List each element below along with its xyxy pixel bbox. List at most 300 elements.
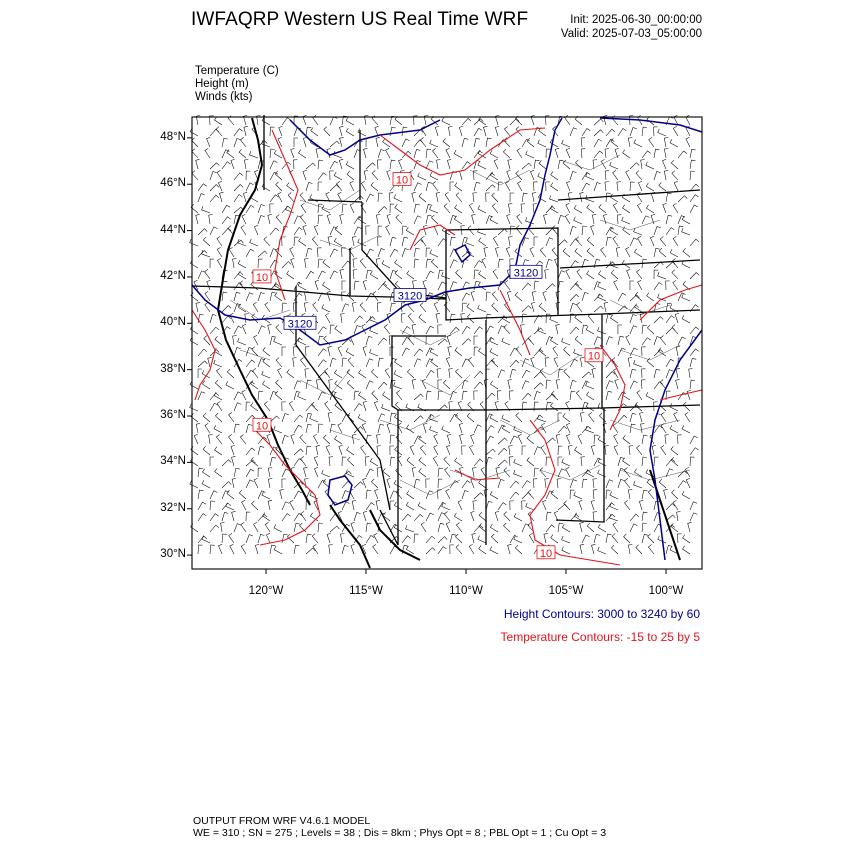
wind-barb (274, 426, 282, 433)
wind-barb (419, 468, 426, 477)
wind-barb (430, 140, 438, 147)
wind-barb (326, 445, 330, 455)
wind-barb (666, 328, 675, 334)
wind-barb (270, 336, 276, 345)
wind-barb (382, 404, 390, 411)
wind-barb (342, 457, 346, 466)
wind-barb (282, 347, 286, 356)
wind-barb (604, 302, 608, 312)
wind-barb (562, 140, 570, 147)
wind-barb (478, 348, 486, 356)
wind-barb (275, 171, 282, 180)
wind-barb (386, 225, 390, 235)
wind-barb (578, 434, 582, 444)
wind-barb (407, 457, 414, 466)
wind-barb (686, 137, 690, 147)
wind-barb (300, 215, 306, 225)
wind-barb (414, 514, 423, 521)
wind-barb (675, 313, 679, 323)
wind-barb (252, 501, 259, 510)
wind-barb (282, 118, 291, 125)
wind-barb (420, 138, 426, 148)
wind-barbs-layer (190, 115, 699, 554)
wind-barb (642, 369, 646, 378)
wind-barb (566, 401, 570, 411)
wind-barb (433, 181, 438, 191)
wind-barb (365, 457, 369, 466)
wind-barb (334, 172, 342, 180)
wind-barb (402, 536, 411, 543)
wind-barb (558, 240, 567, 246)
wind-barb (648, 490, 654, 500)
wind-barb (318, 480, 326, 488)
wind-barb (396, 215, 402, 224)
wind-barb (482, 258, 486, 268)
wind-barb (354, 482, 363, 488)
wind-barb (551, 172, 558, 181)
wind-barb (426, 161, 433, 169)
wind-barb (494, 159, 498, 169)
wind-barb (322, 305, 330, 313)
wind-barb (456, 369, 463, 378)
wind-barb (630, 163, 639, 169)
wind-barb (359, 392, 367, 400)
wind-barb (626, 335, 630, 345)
temperature-contour-label: 10 (539, 547, 553, 560)
wind-barb (613, 170, 618, 180)
wind-barb (436, 192, 440, 202)
wind-barb (217, 258, 222, 268)
wind-barb (207, 280, 211, 290)
wind-barb (518, 181, 523, 191)
wind-barb (676, 379, 680, 389)
wind-barb (253, 368, 258, 378)
wind-barb (426, 204, 432, 213)
wind-barb (450, 414, 458, 422)
wind-barb (282, 206, 291, 213)
wind-barb (402, 327, 410, 335)
wind-barb (434, 445, 438, 455)
wind-barb (282, 479, 286, 488)
wind-barb (611, 315, 619, 323)
wind-barb (347, 171, 354, 180)
wind-barb (294, 513, 302, 521)
wind-barb (258, 468, 262, 477)
wind-barb (478, 305, 486, 312)
wind-barb (210, 185, 219, 192)
wind-barb (492, 303, 498, 312)
wind-barb (246, 424, 252, 433)
wind-barb (438, 270, 444, 279)
wind-barb (575, 314, 582, 323)
wind-barb (270, 545, 276, 554)
wind-barb (671, 160, 678, 169)
wind-barb (366, 163, 375, 169)
wind-barb (562, 459, 570, 466)
wind-barb (363, 511, 367, 521)
wind-barb (264, 402, 270, 412)
wind-barb (190, 404, 198, 411)
wind-barb (504, 468, 510, 477)
wind-barb (582, 325, 587, 334)
wind-barb (628, 357, 632, 367)
wind-barb (567, 181, 571, 191)
wind-barb (576, 391, 582, 401)
wind-barb (654, 317, 663, 323)
wind-barb (358, 414, 366, 422)
wind-barb (192, 171, 198, 180)
wind-barb (454, 216, 462, 224)
wind-barb (234, 129, 243, 136)
wind-barb (446, 357, 450, 367)
wind-barb (330, 161, 338, 169)
wind-barb (407, 425, 415, 433)
wind-barb (270, 292, 276, 301)
wind-barb (198, 490, 203, 499)
wind-barb (314, 467, 318, 477)
wind-barb (638, 236, 642, 246)
wind-barb (414, 359, 421, 367)
wind-barb (539, 160, 546, 169)
valid-time: Valid: 2025-07-03_05:00:00 (560, 28, 702, 40)
wind-barb (229, 434, 235, 444)
wind-barb (342, 248, 346, 257)
temperature-contour-label: 10 (587, 350, 601, 363)
wind-barb (397, 390, 403, 400)
wind-barb (352, 302, 356, 312)
wind-barb (436, 313, 440, 323)
wind-barb (234, 139, 241, 148)
wind-barb (232, 478, 236, 488)
wind-barb (412, 379, 416, 389)
wind-barb (210, 195, 219, 202)
wind-barb (399, 159, 403, 169)
wind-barb (361, 181, 366, 191)
wind-barb (328, 236, 332, 246)
wind-barb (677, 534, 681, 543)
wind-barb (222, 205, 230, 213)
wind-barb (242, 214, 246, 224)
wind-barb (671, 523, 678, 532)
wind-barb (190, 128, 198, 136)
wind-barb (246, 469, 254, 477)
wind-barb (426, 259, 431, 268)
wind-barb (629, 446, 633, 455)
wind-barb (543, 500, 547, 510)
wind-barb (654, 127, 658, 136)
wind-barb (234, 272, 243, 279)
wind-barb (534, 281, 539, 290)
wind-barb (642, 151, 651, 158)
wind-barb (348, 358, 354, 367)
temperature-contour-label: 10 (255, 271, 269, 284)
wind-barb (522, 501, 526, 510)
wind-barb (214, 348, 222, 356)
wind-barb (287, 183, 294, 192)
wind-barb (552, 226, 558, 235)
wind-barb (492, 204, 498, 214)
wind-barb (215, 336, 222, 345)
wind-barb (445, 467, 450, 477)
wind-barb (221, 523, 225, 533)
wind-barb (293, 347, 297, 356)
wind-barb (634, 360, 642, 367)
wind-barb (202, 536, 210, 544)
wind-barb (291, 434, 295, 444)
wind-barb (434, 302, 438, 312)
wind-barb (479, 480, 486, 488)
wind-barb (244, 159, 248, 169)
wind-barb (690, 205, 698, 213)
wind-barb (342, 204, 347, 213)
wind-barb (270, 228, 279, 235)
wind-barb (318, 248, 322, 257)
wind-barb (469, 357, 475, 367)
wind-barb (410, 445, 414, 455)
wind-barb (322, 470, 330, 477)
wind-barb (270, 172, 278, 180)
wind-barb (437, 369, 441, 378)
wind-barb (360, 303, 366, 312)
wind-barb (262, 371, 270, 378)
wind-barb (509, 391, 513, 400)
wind-barb (634, 249, 642, 257)
wind-barb (491, 534, 498, 543)
wind-barb (528, 490, 534, 499)
lat-tick-label: 48°N (160, 130, 186, 143)
wind-barb (614, 280, 618, 290)
wind-barb (263, 347, 270, 356)
wind-barb (558, 457, 562, 466)
height-contour-label: 3120 (397, 290, 423, 303)
wind-barb (304, 302, 308, 312)
wind-barb (378, 424, 384, 433)
wind-barb (672, 490, 678, 499)
wind-barb (354, 217, 362, 225)
wind-barb (407, 271, 414, 280)
wind-barb (486, 193, 490, 202)
wind-barb (448, 126, 452, 136)
wind-barb (294, 138, 298, 147)
wind-barb (574, 217, 582, 224)
wind-barb (240, 435, 246, 445)
wind-barb (637, 390, 642, 400)
wind-barb (378, 193, 383, 202)
wind-barb (630, 238, 638, 246)
wind-barb (682, 228, 690, 235)
wind-barb (346, 161, 354, 169)
wind-barb (564, 369, 570, 378)
field-label-winds: Winds (kts) (195, 91, 253, 103)
wind-barb (605, 149, 609, 158)
wind-barb (241, 137, 247, 147)
wind-barb (490, 491, 498, 499)
wind-barb (327, 291, 331, 301)
wind-barb (543, 291, 547, 301)
wind-barb (678, 481, 686, 488)
wind-barb (570, 359, 578, 367)
wind-barb (486, 457, 492, 466)
wind-barb (666, 359, 674, 367)
wind-barb (278, 368, 282, 378)
wind-barb (289, 401, 294, 411)
wind-barb (354, 227, 362, 235)
wind-barb (605, 446, 609, 455)
wind-barb (239, 149, 246, 158)
wind-barb (394, 370, 402, 378)
wind-barb (661, 412, 666, 422)
wind-barb (402, 249, 409, 258)
wind-barb (510, 481, 519, 488)
wind-barb (638, 181, 642, 191)
wind-barb (606, 372, 615, 379)
wind-barb (378, 207, 387, 214)
wind-barb (591, 225, 595, 235)
wind-barb (676, 368, 680, 378)
wind-barb (438, 325, 442, 334)
wind-barb (688, 522, 692, 532)
wind-barb (335, 325, 342, 334)
wind-barb (202, 469, 210, 477)
wind-barb (234, 392, 242, 400)
wind-barb (586, 173, 594, 180)
wind-barb (539, 303, 546, 312)
wind-barb (347, 447, 354, 455)
wind-barb (246, 183, 254, 191)
wind-barb (205, 269, 210, 279)
wind-barb (215, 380, 222, 389)
wind-barb (246, 360, 255, 367)
lat-tick-label: 44°N (160, 223, 186, 236)
wind-barb (222, 217, 231, 224)
wind-barb (594, 130, 603, 136)
wind-barb (687, 390, 691, 400)
wind-barb (661, 423, 666, 433)
wind-barb (558, 215, 565, 224)
wind-barb (341, 534, 345, 544)
wind-barb (566, 269, 570, 279)
wind-barb (447, 335, 451, 345)
wind-barb (646, 205, 654, 213)
wind-barb (553, 346, 558, 356)
wind-barb (479, 271, 486, 279)
wind-barb (474, 425, 481, 433)
wind-barb (605, 182, 609, 191)
wind-barb (442, 503, 450, 510)
wind-barb (340, 214, 344, 224)
wind-barb (533, 479, 537, 488)
wind-barb (370, 271, 378, 279)
wind-barb (252, 347, 258, 356)
wind-barb (570, 480, 577, 488)
wind-barb (346, 117, 354, 125)
wind-barb (424, 225, 428, 235)
wind-barb (660, 336, 666, 346)
wind-barb (455, 205, 462, 213)
wind-barb (461, 314, 465, 324)
wind-barb (210, 163, 219, 169)
lon-tick-label: 115°W (349, 585, 383, 597)
wind-barb (318, 327, 327, 334)
wind-barb (630, 182, 635, 191)
wind-barb (222, 138, 228, 147)
wind-barb (414, 204, 420, 213)
wind-barb (244, 126, 248, 136)
wind-barb (540, 468, 546, 477)
init-time: Init: 2025-06-30_00:00:00 (570, 14, 702, 26)
wind-barb (684, 402, 691, 411)
wind-barb (690, 327, 699, 334)
wind-barb (510, 193, 514, 202)
wind-barb (198, 468, 203, 477)
wind-barb (642, 435, 648, 444)
wind-barb (545, 358, 549, 367)
wind-barb (270, 457, 276, 466)
wind-barb (341, 314, 345, 324)
wind-barb (654, 426, 663, 433)
wind-barb (642, 325, 647, 334)
wind-barb (448, 346, 452, 356)
wind-barb (677, 512, 681, 522)
wind-barb (241, 522, 246, 532)
wind-barb (234, 524, 241, 532)
wind-barb (474, 382, 483, 389)
wind-barb (366, 359, 373, 367)
wind-barb (522, 193, 527, 202)
wind-barb (328, 346, 332, 356)
wind-barb (558, 504, 568, 510)
wind-barb (242, 500, 246, 510)
wind-barb (642, 457, 647, 466)
wind-barb (565, 214, 570, 224)
wind-barb (654, 270, 658, 279)
wind-barb (215, 447, 223, 455)
wind-barb (306, 413, 312, 422)
wind-barb (518, 434, 522, 444)
wind-barb (514, 459, 522, 466)
wind-barb (426, 271, 434, 279)
wind-barb (426, 326, 434, 334)
wind-barb (351, 544, 355, 554)
wind-barb (551, 403, 559, 411)
wind-barb (390, 160, 395, 169)
wind-barb (274, 524, 282, 532)
wind-barb (628, 137, 632, 147)
wind-barb (594, 282, 601, 290)
wind-barb (522, 283, 531, 290)
wind-barb (268, 324, 272, 334)
wind-barb (570, 226, 576, 235)
wind-barb (498, 460, 507, 466)
wind-barb (568, 445, 572, 455)
wind-barb (467, 303, 474, 312)
wind-barb (516, 226, 522, 236)
wind-barb (462, 446, 466, 455)
wind-barb (396, 468, 402, 477)
wind-barb (389, 193, 393, 202)
wind-barb (652, 445, 656, 455)
wind-barb (420, 303, 426, 312)
wind-barb (401, 314, 405, 323)
wind-barb (546, 259, 552, 268)
wind-barb (238, 338, 246, 345)
wind-barb (362, 423, 366, 433)
wind-barb (282, 435, 289, 444)
wind-barb (352, 236, 356, 246)
wind-barb (203, 381, 211, 389)
wind-barb (690, 380, 695, 389)
wind-barb (438, 239, 447, 246)
